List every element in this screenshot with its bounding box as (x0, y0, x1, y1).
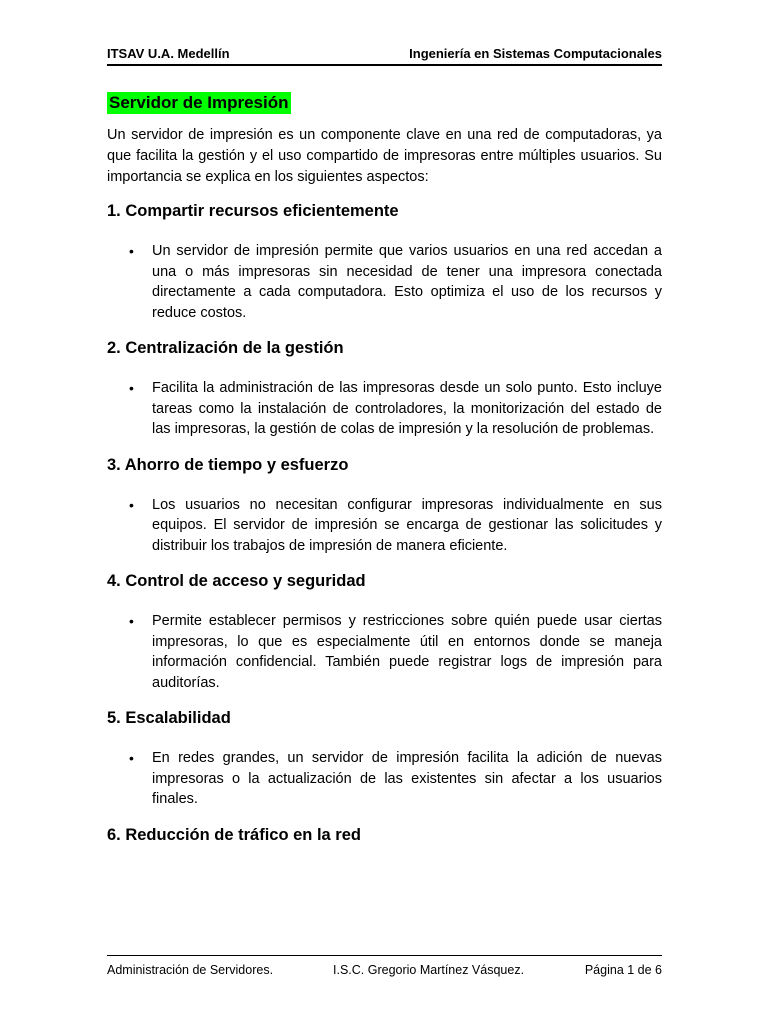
bullet-list (107, 748, 662, 810)
bullet-icon: • (129, 380, 134, 396)
section-heading: 3. Ahorro de tiempo y esfuerzo (107, 455, 349, 474)
bullet-text: Los usuarios no necesitan configurar impresoras individualmente en sus equipos. El servidor de impresión se encarga de gestionar las solicitudes y distribuir los trabajos de impresión de manera eficiente. (152, 496, 662, 554)
page-body (107, 92, 662, 865)
bullet-list (107, 495, 662, 557)
section-4 (107, 570, 662, 693)
bullet-item (107, 495, 662, 557)
bullet-text: Permite establecer permisos y restricciones sobre quién puede usar ciertas impresoras, lo que es especialmente útil en entornos donde se maneja información confidencial. También puede registrar logs de impresión para auditorías. (152, 613, 662, 691)
bullet-item (107, 611, 662, 693)
bullet-icon: • (129, 496, 134, 513)
bullet-icon: • (129, 750, 134, 766)
bullet-list (107, 241, 662, 323)
header-institution: ITSAV U.A. Medellín (107, 46, 230, 61)
page-footer (107, 955, 662, 982)
bullet-icon: • (129, 613, 134, 629)
footer-course: Administración de Servidores. (107, 963, 274, 977)
page-header (107, 44, 662, 66)
bullet-item (107, 748, 662, 810)
section-3 (107, 454, 662, 557)
footer-page-number: Página 1 de 6 (584, 963, 662, 977)
bullet-icon: • (129, 243, 134, 259)
document-title: Servidor de Impresión (109, 93, 289, 112)
section-heading: 4. Control de acceso y seguridad (107, 572, 366, 590)
section-1 (107, 200, 662, 323)
bullet-text: Facilita la administración de las impresoras desde un solo punto. Esto incluye tareas como la instalación de controladores, la monitorización del estado de las impresoras, la gestión de colas de impresión y la resolución de problemas. (152, 380, 662, 437)
section-heading: 2. Centralización de la gestión (107, 339, 344, 357)
section-6 (107, 824, 662, 846)
section-5 (107, 707, 662, 810)
bullet-text: En redes grandes, un servidor de impresión facilita la adición de nuevas impresoras o la actualización de las existentes sin afectar a los usuarios finales. (152, 750, 662, 807)
footer-author: I.S.C. Gregorio Martínez Vásquez. (333, 963, 525, 977)
section-heading: 6. Reducción de tráfico en la red (107, 825, 361, 844)
bullet-list (107, 611, 662, 693)
bullet-item (107, 378, 662, 440)
bullet-item (107, 241, 662, 323)
section-2 (107, 337, 662, 440)
intro-paragraph: Un servidor de impresión es un componente clave en una red de computadoras, ya que facilita la gestión y el uso compartido de impresoras entre múltiples usuarios. Su importancia se explica en los siguientes aspectos: (107, 127, 662, 185)
section-heading: 1. Compartir recursos eficientemente (107, 202, 399, 220)
header-program: Ingeniería en Sistemas Computacionales (409, 46, 662, 61)
section-heading: 5. Escalabilidad (107, 709, 231, 727)
bullet-text: Un servidor de impresión permite que varios usuarios en una red accedan a una o más impresoras sin necesidad de tener una impresora conectada directamente a cada computadora. Esto optimiza el uso de los recursos y reduce costos. (152, 243, 662, 321)
bullet-list (107, 378, 662, 440)
